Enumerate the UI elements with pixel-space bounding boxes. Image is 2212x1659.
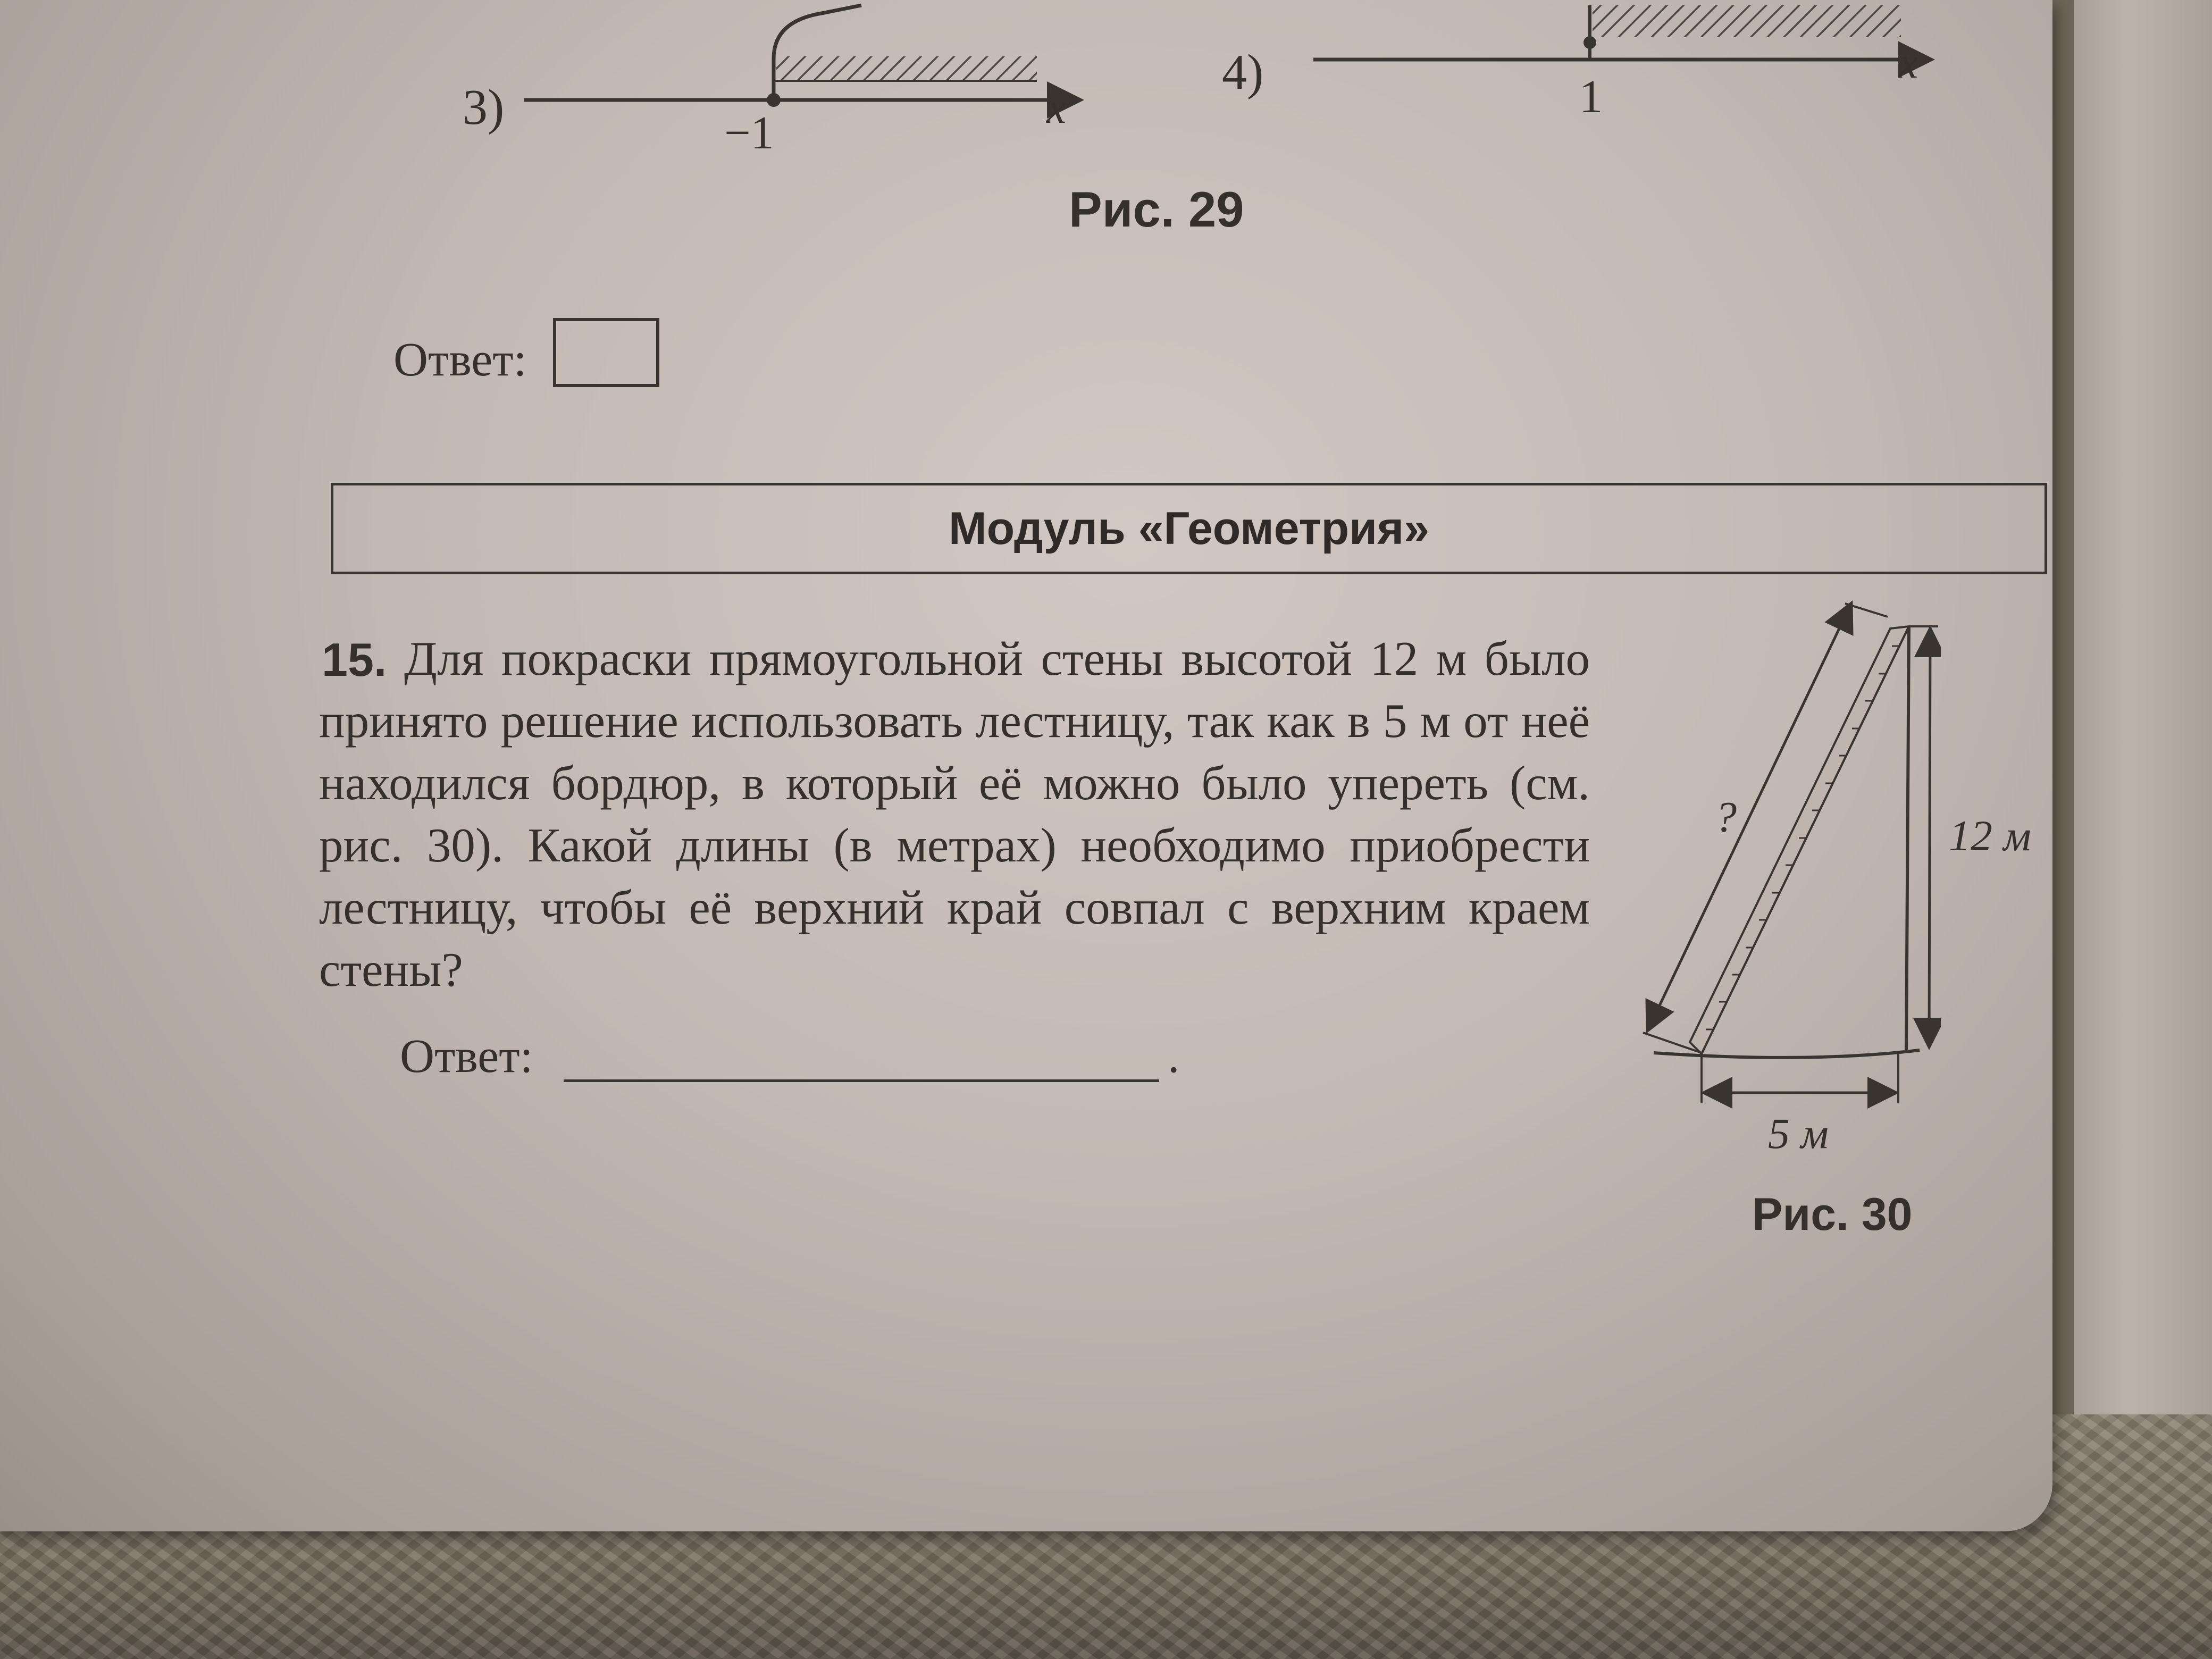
option-4-point-label: 1 [1579, 71, 1603, 123]
height-arrow [1929, 631, 1930, 1045]
figure-29-caption: Рис. 29 [1069, 181, 1244, 237]
answer-input-line[interactable] [564, 1079, 1159, 1082]
figure-29-number-lines [0, 0, 2052, 170]
ground-line [1654, 1050, 1920, 1058]
module-title: Модуль «Геометрия» [948, 502, 1430, 554]
option-3-label: 3) [463, 80, 505, 135]
answer-box-previous[interactable] [553, 318, 659, 387]
figure-30-caption: Рис. 30 [1752, 1189, 1913, 1240]
answer-label-previous: Ответ: [393, 333, 527, 386]
height-label: 12 м [1949, 811, 2031, 860]
figure-30-ladder-diagram [1622, 585, 1941, 1149]
module-header [331, 483, 2047, 574]
problem-text [319, 627, 1590, 1001]
adjacent-page-edge [2074, 0, 2212, 1414]
option-3-axis-label: x [1046, 83, 1067, 133]
option-4-axis-label: x [1898, 38, 1918, 88]
option-4-label: 4) [1222, 45, 1264, 100]
option-3-point-label: −1 [724, 107, 774, 159]
number-line-3 [524, 5, 1077, 107]
problem-number: 15. [322, 633, 387, 686]
ladder-unknown-label: ? [1715, 793, 1737, 841]
answer-label: Ответ: [400, 1030, 533, 1083]
wall-line [1906, 626, 1909, 1053]
number-line-4 [1313, 5, 1928, 60]
ladder-length-arrow [1648, 605, 1850, 1029]
problem-body: Для покраски прямоугольной стены высотой 12 м было принято решение использовать лестницу, так как в 5 м от неё находился бордюр, в который её можно было упереть (см. рис. 30). Какой длины (в метрах) необходимо приобрести лестницу, чтобы её верхний край совпал с верхним краем стены? [319, 632, 1590, 996]
base-label: 5 м [1768, 1109, 1829, 1158]
answer-suffix: . [1168, 1030, 1180, 1083]
